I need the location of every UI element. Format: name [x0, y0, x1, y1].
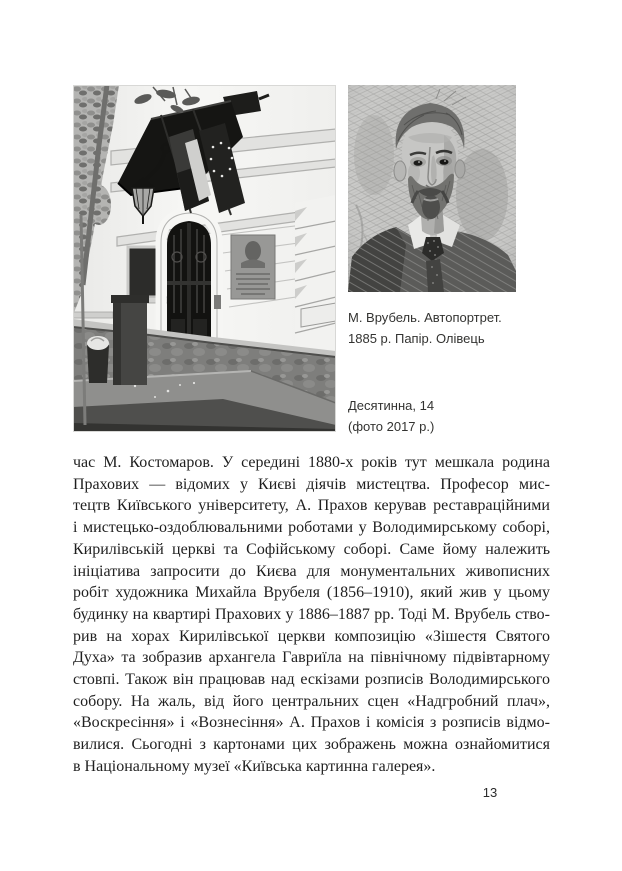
building-photo	[73, 85, 336, 432]
text-line: стовпі. Також він працював над ескізами розписів Володимирського	[73, 671, 550, 689]
body-text	[73, 452, 550, 778]
pillar	[111, 295, 149, 385]
building-caption	[348, 395, 548, 437]
text-line: собору. На жаль, від його центральних сцен «Надгробний плач»,	[73, 692, 550, 710]
text-line: і мистецько-оздоблювальними роботами у Володимирському соборі,	[73, 519, 550, 537]
portrait-caption-line-1: М. Врубель. Автопортрет.	[348, 310, 502, 325]
vrubel-portrait-sketch	[348, 85, 516, 292]
building-caption-line-2: (фото 2017 р.)	[348, 419, 435, 434]
text-line: Духа» та зобразив архангела Гавриїла на північному підвівтарному	[73, 649, 550, 667]
memorial-plaque	[231, 235, 275, 299]
portrait-figure	[348, 85, 516, 292]
text-line: робіт художника Михайла Врубеля (1856–1910), який жив у цьому	[73, 584, 550, 602]
text-line: будинку на квартирі Прахових у 1886–1887 рр. Тоді М. Врубель ство-	[73, 605, 550, 623]
building-photo-figure	[73, 85, 336, 432]
text-line: ініціатива запросити до Києва для монументальних живописних	[73, 562, 550, 580]
portrait-caption	[348, 307, 548, 349]
text-line: Прахових — відомих у Києві діячів мистецтва. Професор мис-	[73, 475, 550, 493]
page-number: 13	[482, 785, 498, 800]
text-line: рив на хорах Кирилівської церкви композицію «Зішестя Святого	[73, 627, 550, 645]
text-line: в Національному музеї «Київська картинна галерея».	[73, 757, 436, 775]
text-line: Кирилівській церкві та Софійському соборі. Саме йому належить	[73, 540, 550, 558]
text-line: час М. Костомаров. У середині 1880-х років тут мешкала родина	[73, 454, 550, 471]
text-line: «Воскресіння» і «Вознесіння» А. Прахов і комісія з розписів відмо-	[73, 714, 550, 732]
building-caption-line-1: Десятинна, 14	[348, 398, 435, 413]
portrait-caption-line-2: 1885 р. Папір. Олівець	[348, 331, 485, 346]
text-line: вилися. Сьогодні з картонами цих зображень можна ознайомитися	[73, 736, 550, 754]
text-line: тецтв Київського університету, А. Прахов керував реставраційними	[73, 497, 550, 515]
trash-bin	[87, 336, 109, 383]
